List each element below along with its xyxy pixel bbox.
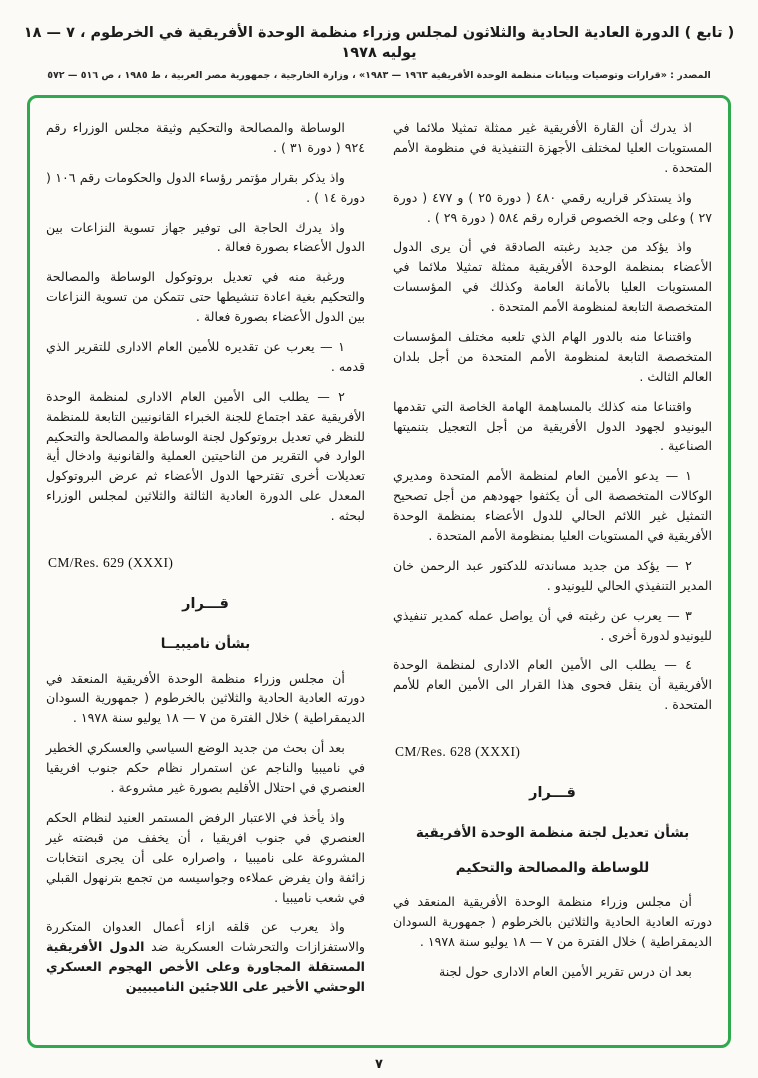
resolution-heading: قـــرار [182,596,229,613]
resolution-code: CM/Res. 629 (XXXI) [48,555,174,571]
content-frame [27,95,731,1048]
resolution-heading: قـــرار [529,785,576,802]
paragraph: الوساطة والمصالحة والتحكيم وثيقة مجلس الوزراء رقم ٩٢٤ ( دورة ٣١ ) . [46,120,365,155]
resolution-subject: بشأن تعديل لجنة منظمة الوحدة الأفريقية [415,825,690,842]
resolution-code: CM/Res. 628 (XXXI) [395,744,521,760]
paragraph: واذ يأخذ في الاعتبار الرفض المستمر العنيد لنظام الحكم العنصري في جنوب افريقيا ، أن يخفف من قبضته غير المشروعة على ناميبيا ، واصراره على أن يجرى انتخابات زائفة وان يفرض عملاءه وجواسيسه من تجمع بترنهول القبلي في شعب ناميبيا . [46,809,365,905]
numbered-clause: ٣ — يعرب عن رغبته في أن يواصل عمله كمدير تنفيذي لليونيدو لدورة أخرى . [393,607,712,643]
paragraph: أن مجلس وزراء منظمة الوحدة الأفريقية المنعقد في دورته العادية الحادية والثلاثين بالخرطوم ( جمهورية السودان الديمقراطية ) خلال الفترة من ٧ — ١٨ يوليو سنة ١٩٧٨ . [46,670,365,726]
paragraph: أن مجلس وزراء منظمة الوحدة الأفريقية المنعقد في دورته العادية الحادية والثلاثين بالخرطوم ( جمهورية السودان الديمقراطية ) خلال الفترة من ٧ — ١٨ يوليو سنة ١٩٧٨ . [393,894,712,949]
page-header [0,0,758,81]
resolution-subject: للوساطة والمصالحة والتحكيم [455,859,650,876]
resolution-subject: بشأن ناميبيــا [160,636,251,653]
paragraph: واذ يدرك الحاجة الى توفير جهاز تسوية النزاعات بين الدول الأعضاء بصورة فعالة . [46,219,365,255]
page-number: ٧ [375,1057,383,1072]
paragraph-text: واذ يعرب عن قلقه ازاء أعمال العدوان المتكررة والاستفزازات والتحرشات العسكرية ضد [46,919,365,955]
paragraph: واقتناعا منه بالدور الهام الذي تلعبه مختلف المؤسسات المتخصصة التابعة لمنظومة الأمم المتحدة من أجل بلدان العالم الثالث . [393,329,712,384]
paragraph: ورغبة منه في تعديل بروتوكول الوساطة والمصالحة والتحكيم بغية اعادة تنشيطها حتى تتمكن من تسوية النزاعات بين الدول الأعضاء بصورة فعالة . [46,269,365,325]
numbered-clause: ٤ — يطلب الى الأمين العام الادارى لمنظمة الوحدة الأفريقية أن ينقل فحوى هذا القرار الى الأمين العام للأمم المتحدة . [393,657,712,713]
paragraph-bold-text: الدول الأفريقية المستقلة المجاورة وعلى الأخص الهجوم العسكري الوحشي الأخير على اللاجئين الناميبيين [46,939,365,995]
numbered-clause: ١ — يعرب عن تقديره للأمين العام الادارى للتقرير الذي قدمه . [46,339,365,374]
paragraph: بعد أن بحث من جديد الوضع السياسي والعسكري الخطير في ناميبيا والناجم عن استمرار نظام حكم جنوب افريقيا العنصري في احتلال الأقليم بصورة غير مشروعة . [46,740,365,796]
numbered-clause: ١ — يدعو الأمين العام لمنظمة الأمم المتحدة ومديري الوكالات المتخصصة الى أن يكثفوا جهودهم من أجل تصحيح التمثيل غير اللائم الحالي للدول الأعضاء بمنظمة الوحدة الأفريقية في المستويات العليا بمنظومة الأمم المتحدة . [393,468,712,544]
numbered-clause: ٢ — يطلب الى الأمين العام الادارى لمنظمة الوحدة الأفريقية عقد اجتماع للجنة الخبراء القانونيين التابعة للمنظمة للنظر في تعديل بروتوكول لجنة الوساطة والمصالحة والتحكيم الوارد في التقرير من الناحيتين العملية والقانونية وادخال أية تعديلات أخرى تقترحها الدول الأعضاء ثم عرض البروتوكول المعدل على الدورة العادية الثالثة والثلاثين لمجلس الوزراء لبحثه . [46,388,365,524]
column-right [393,118,712,1031]
numbered-clause: ٢ — يؤكد من جديد مساندته للدكتور عبد الرحمن خان المدير التنفيذي الحالي لليونيدو . [393,557,712,593]
paragraph [46,917,365,997]
paragraph: واذ يؤكد من جديد رغبته الصادقة في أن يرى الدول الأعضاء بمنظمة الوحدة الأفريقية ممثلة تمثيلا ملائما في المستويات العليا بالأمانة العامة وكذلك في المؤسسات المتخصصة التابعة لمنظومة الأمم المتحدة . [393,239,712,315]
paragraph: واذ يستذكر قراريه رقمي ٤٨٠ ( دورة ٢٥ ) و ٤٧٧ ( دورة ٢٧ ) وعلى وجه الخصوص قراره رقم ٥٨٤ ( دورة ٢٩ ) . [393,189,712,225]
paragraph: اذ يدرك أن القارة الأفريقية غير ممثلة تمثيلا ملائما في المستويات العليا لمختلف الأجهزة التنفيذية في منظومة الأمم المتحدة . [393,120,712,175]
page-footer [0,1057,758,1072]
column-left [46,118,365,1031]
document-title: ( تابع ) الدورة العادية الحادية والثلاثون لمجلس وزراء منظمة الوحدة الأفريقية في الخرطوم ، ٧ — ١٨ يوليه ١٩٧٨ [23,25,735,61]
paragraph: واقتناعا منه كذلك بالمساهمة الهامة الخاصة التي تقدمها اليونيدو لجهود الدول الأفريقية من أجل التعجيل بتنميتها الصناعية . [393,398,712,454]
paragraph: واذ يذكر بقرار مؤتمر رؤساء الدول والحكومات رقم ١٠٦ ( دورة ١٤ ) . [46,169,365,205]
document-source: المصدر : «قرارات وتوصيات وبيانات منظمة الوحدة الأفريقية ١٩٦٣ — ١٩٨٣» ، وزارة الخارجية ، جمهورية مصر العربية ، ط ١٩٨٥ ، ص ٥١٦ — ٥٧٢ [47,70,711,82]
paragraph: بعد ان درس تقرير الأمين العام الادارى حول لجنة [438,963,692,979]
